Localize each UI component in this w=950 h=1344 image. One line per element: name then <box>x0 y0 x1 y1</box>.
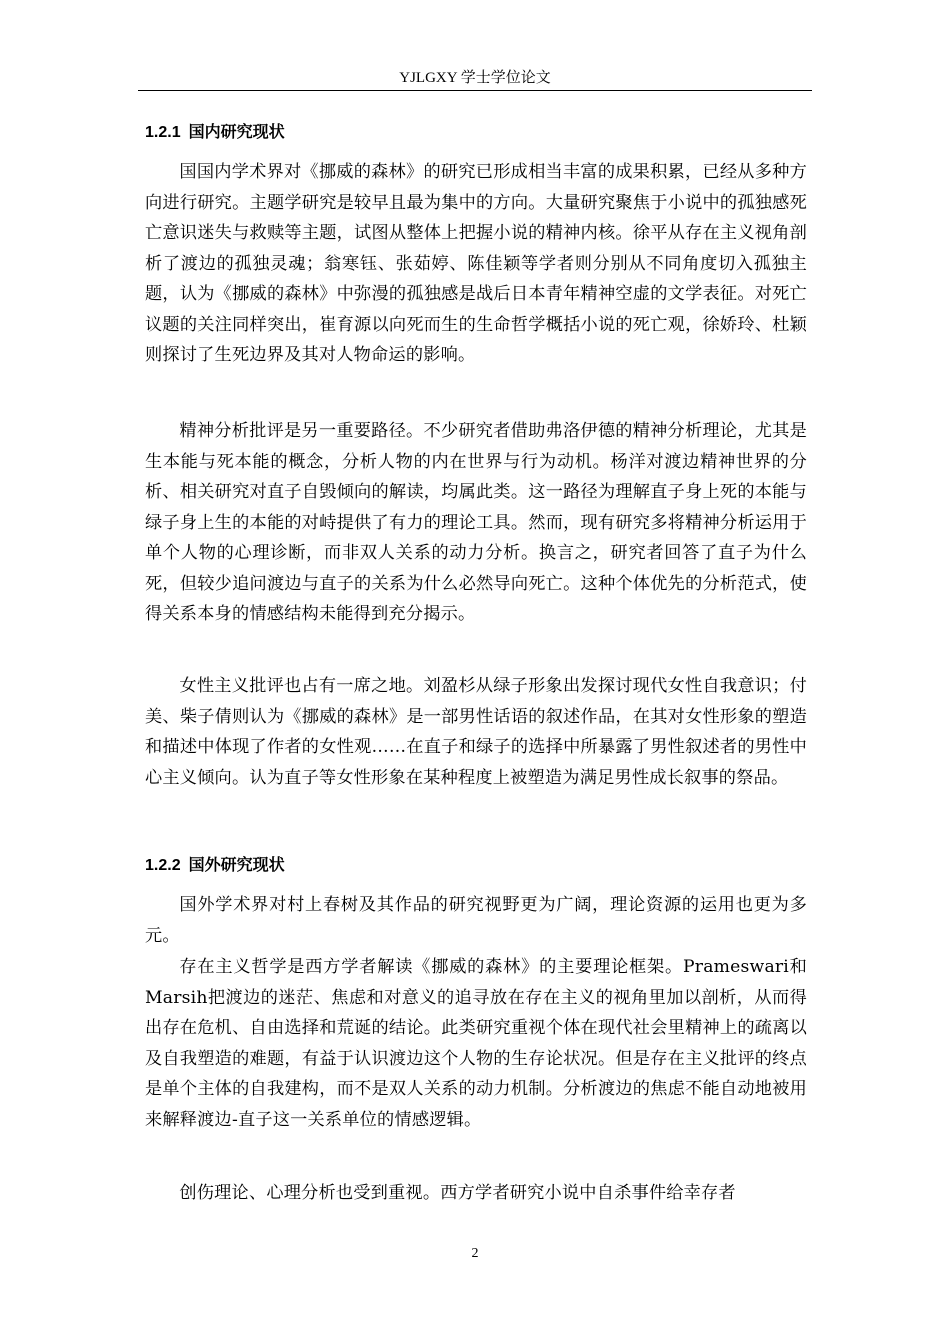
section-heading-foreign <box>145 855 285 877</box>
header-rule <box>138 90 812 91</box>
paragraph: 国国内学术界对《挪威的森林》的研究已形成相当丰富的成果积累，已经从多种方向进行研究。主题学研究是较早且最为集中的方向。大量研究聚焦于小说中的孤独感死亡意识迷失与救赎等主题，试图从整体上把握小说的精神内核。徐平从存在主义视角剖析了渡边的孤独灵魂；翁寒钰、张茹婷、陈佳颖等学者则分别从不同角度切入孤独主题，认为《挪威的森林》中弥漫的孤独感是战后日本青年精神空虚的文学表征。对死亡议题的关注同样突出，崔育源以向死而生的生命哲学概括小说的死亡观，徐娇玲、杜颖则探讨了生死边界及其对人物命运的影响。 <box>145 162 807 365</box>
section-title: 国外研究现状 <box>188 857 285 874</box>
running-header: YJLGXY 学士学位论文 <box>399 70 551 86</box>
paragraph: 女性主义批评也占有一席之地。刘盈杉从绿子形象出发探讨现代女性自我意识；付美、柴子倩则认为《挪威的森林》是一部男性话语的叙述作品，在其对女性形象的塑造和描述中体现了作者的女性观……在直子和绿子的选择中所暴露了男性叙述者的男性中心主义倾向。认为直子等女性形象在某种程度上被塑造为满足男性成长叙事的祭品。 <box>145 676 807 788</box>
paragraph: 精神分析批评是另一重要路径。不少研究者借助弗洛伊德的精神分析理论，尤其是生本能与死本能的概念，分析人物的内在世界与行为动机。杨洋对渡边精神世界的分析、相关研究对直子自毁倾向的解读，均属此类。这一路径为理解直子身上死的本能与绿子身上生的本能的对峙提供了有力的理论工具。然而，现有研究多将精神分析运用于单个人物的心理诊断，而非双人关系的动力分析。换言之，研究者回答了直子为什么死，但较少追问渡边与直子的关系为什么必然导向死亡。这种个体优先的分析范式，使得关系本身的情感结构未能得到充分揭示。 <box>145 421 807 624</box>
section-number: 1.2.1 <box>145 124 181 141</box>
paragraph: 国外学术界对村上春树及其作品的研究视野更为广阔，理论资源的运用也更为多元。 <box>145 895 807 946</box>
paragraph: 存在主义哲学是西方学者解读《挪威的森林》的主要理论框架。Prameswari和Marsih把渡边的迷茫、焦虑和对意义的追寻放在存在主义的视角里加以剖析，从而得出存在危机、自由选择和荒诞的结论。此类研究重视个体在现代社会里精神上的疏离以及自我塑造的难题，有益于认识渡边这个人物的生存论状况。但是存在主义批评的终点是单个主体的自我建构，而不是双人关系的动力机制。分析渡边的焦虑不能自动地被用来解释渡边-直子这一关系单位的情感逻辑。 <box>145 957 807 1130</box>
section-title: 国内研究现状 <box>188 124 285 141</box>
page-number: 2 <box>471 1246 479 1261</box>
section-number: 1.2.2 <box>145 857 181 874</box>
paragraph: 创伤理论、心理分析也受到重视。西方学者研究小说中自杀事件给幸存者 <box>179 1183 736 1203</box>
section-heading-domestic <box>145 122 285 144</box>
